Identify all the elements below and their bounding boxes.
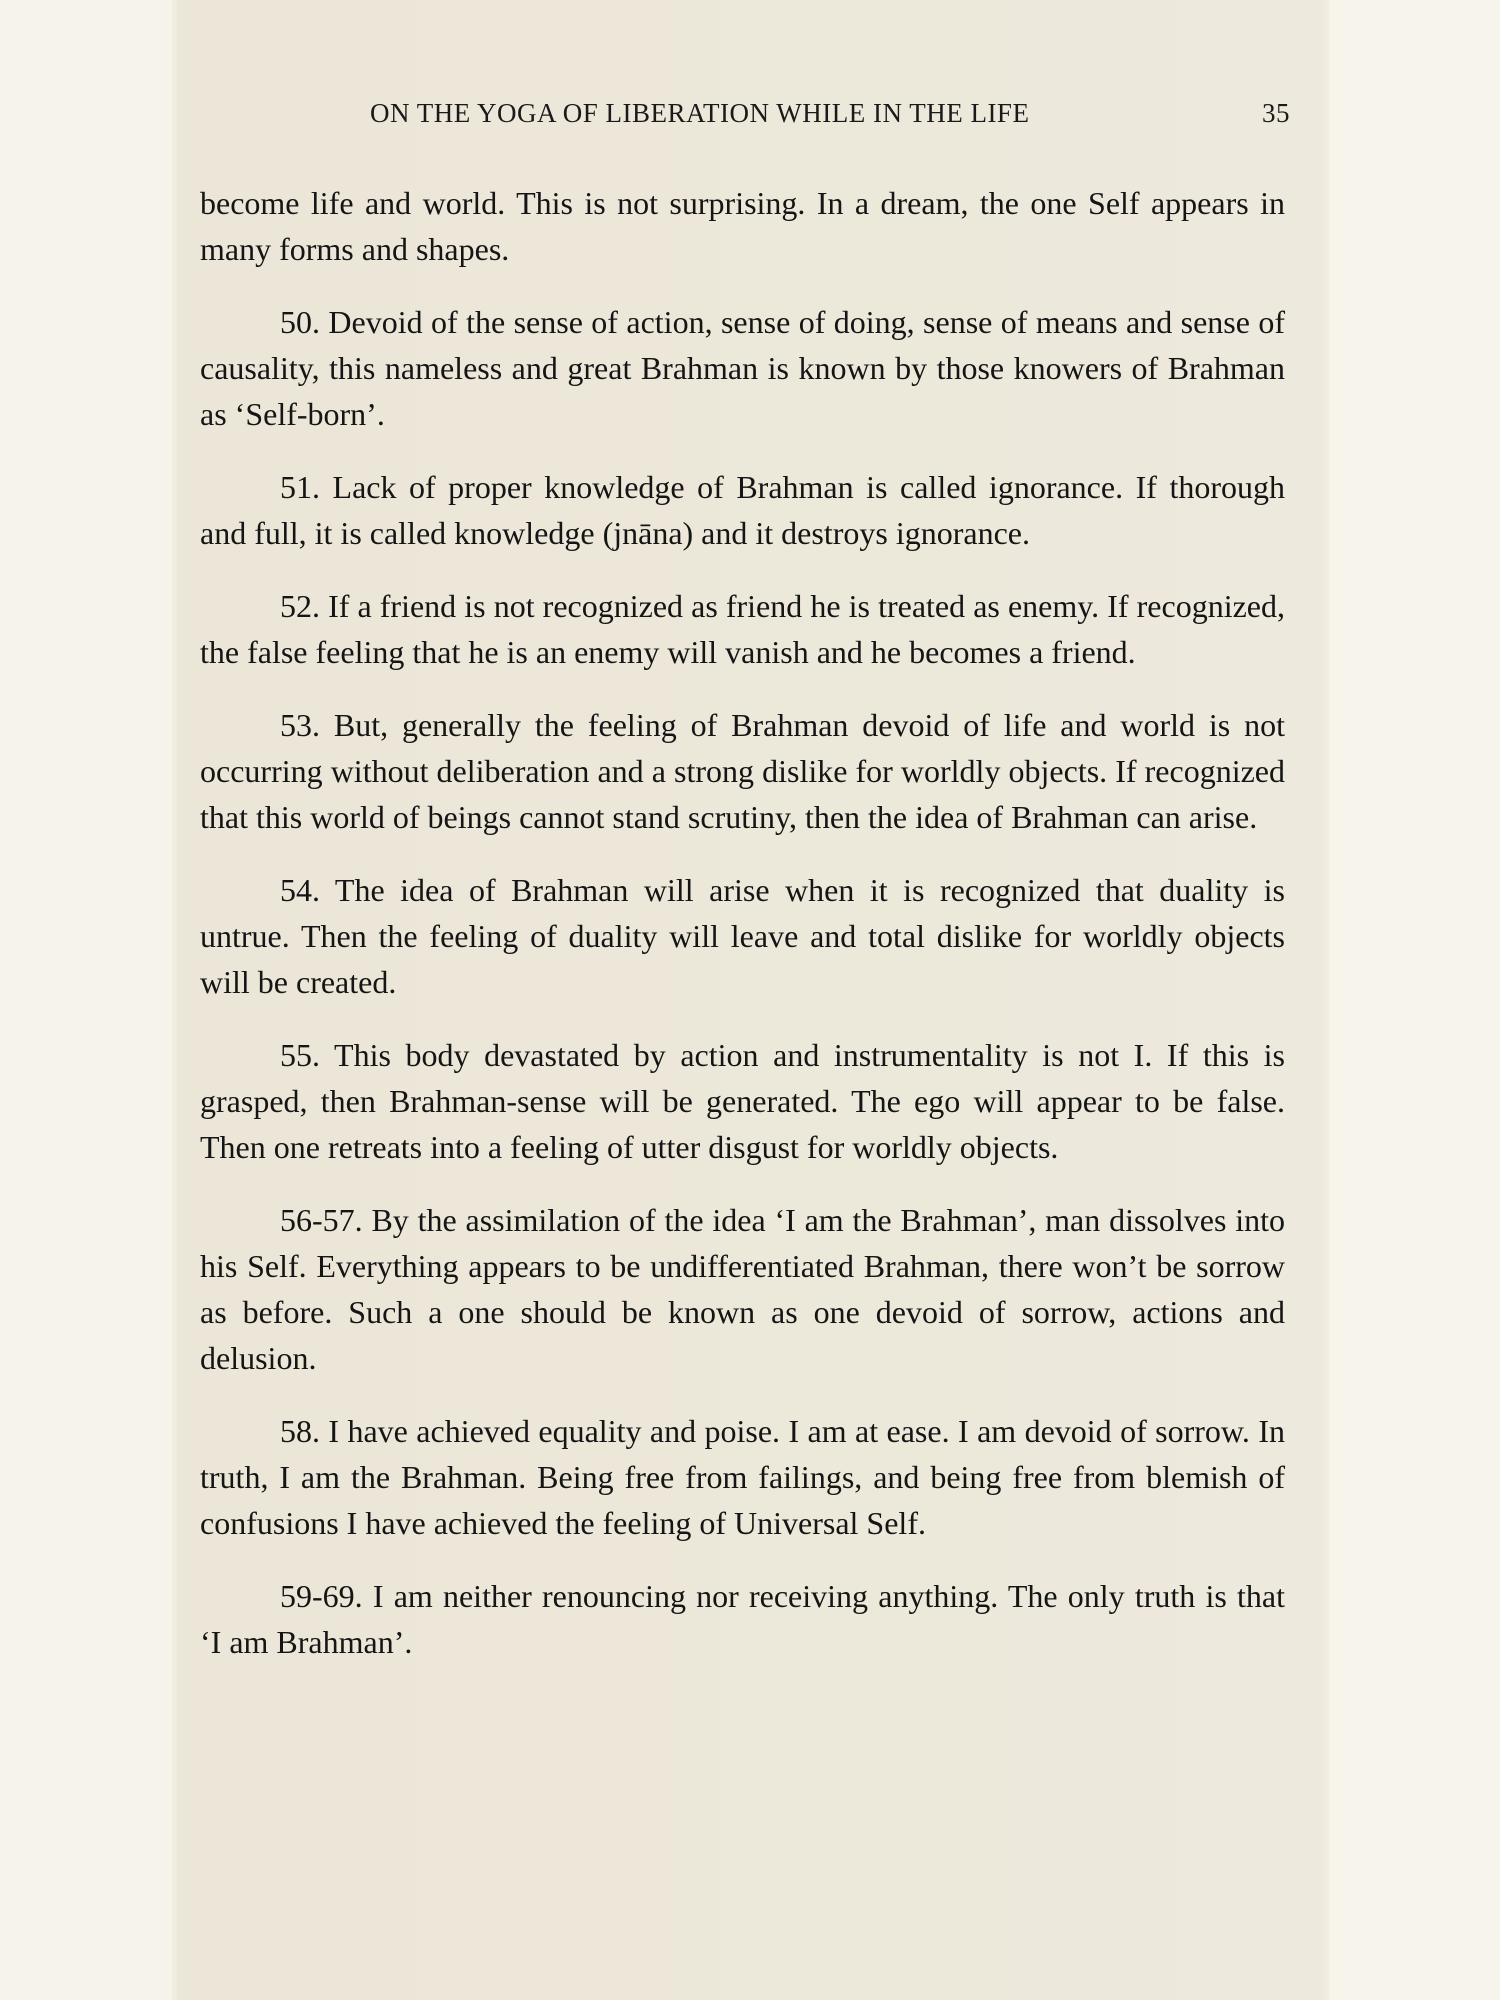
left-margin <box>0 0 172 2000</box>
right-margin <box>1330 0 1500 2000</box>
paragraph: 54. The idea of Brahman will arise when it is recognized that duality is untrue. Then the feeling of duality will leave and total dislike for worldly objects will be created. <box>200 872 1285 1000</box>
paragraph: 56-57. By the assimilation of the idea ‘I am the Brahman’, man dissolves into his Self. Everything appears to be undifferentiated Brahman, there won’t be sorrow as before. Such a one should be known as one devoid of sorrow, actions and delusion. <box>200 1202 1285 1376</box>
paragraph: 51. Lack of proper knowledge of Brahman is called ignorance. If thorough and full, it is called knowledge (jnāna) and it destroys ignorance. <box>200 469 1285 551</box>
paragraph: 58. I have achieved equality and poise. I am at ease. I am devoid of sorrow. In truth, I am the Brahman. Being free from failings, and being free from blemish of confusions I have achieved the feeling of Universal Self. <box>200 1413 1285 1541</box>
paragraph: 50. Devoid of the sense of action, sense of doing, sense of means and sense of causality, this nameless and great Brahman is known by those knowers of Brahman as ‘Self-born’. <box>200 304 1285 432</box>
paragraph: 55. This body devastated by action and instrumentality is not I. If this is grasped, then Brahman-sense will be generated. The ego will appear to be false. Then one retreats into a feeling of utter disgust for worldly objects. <box>200 1037 1285 1165</box>
body-text <box>200 180 1285 1692</box>
paragraph: 59-69. I am neither renouncing nor receiving anything. The only truth is that ‘I am Brahman’. <box>200 1578 1285 1660</box>
paragraph: become life and world. This is not surprising. In a dream, the one Self appears in many forms and shapes. <box>200 185 1285 267</box>
paragraph: 53. But, generally the feeling of Brahman devoid of life and world is not occurring without deliberation and a strong dislike for worldly objects. If recognized that this world of beings cannot stand scrutiny, then the idea of Brahman can arise. <box>200 707 1285 835</box>
page-number: 35 <box>1262 98 1290 128</box>
page-header <box>370 98 1290 138</box>
paragraph: 52. If a friend is not recognized as friend he is treated as enemy. If recognized, the false feeling that he is an enemy will vanish and he becomes a friend. <box>200 588 1285 670</box>
running-head: ON THE YOGA OF LIBERATION WHILE IN THE LIFE <box>370 98 1030 128</box>
